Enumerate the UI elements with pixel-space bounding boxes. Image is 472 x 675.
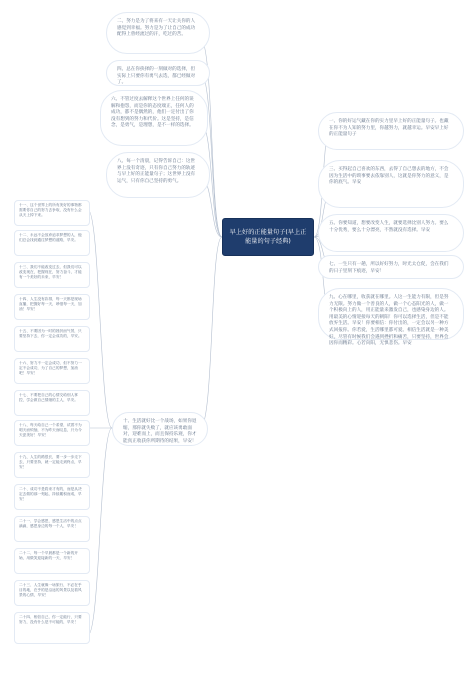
list-item-20[interactable]: 二十、成功不是将来才有的，而是从决定去做的那一刻起，持续累积而成，早安！	[14, 484, 90, 510]
right-node-9[interactable]: 九、心在哪里，收获就在哪里。人这一生能力有限，但是努力无限。努力做一个善良的人，做一个心态阳光的人，做一个积极向上的人，用正能量来激发自己，也感染身边的人。用最美的心情迎接每天的朝阳！你可以选择生活，但是不能放弃生活。早安！你要相信：你付出的，一定会以另一种方式回报你。你若爱，生活哪里都可爱。相信生活就是一种美好。尽管有时候我们会遇到挫折和痛苦，只要坚持，世界会因你而精彩。心若向阳，无惧悲伤。早安	[318, 288, 464, 340]
left-node-10[interactable]: 十、生活就好比一个战场，如果你退缩，那你就失败了，就应该勇敢面对，迎难而上，而且保持乐观，你才能真正收获你所期待的结果，早安！	[112, 412, 208, 446]
connector-list-bottom	[88, 428, 112, 635]
left-node-4[interactable]: 四、总在你抉择的一刻做对的选择，但实际上只要你有勇气去选，都已经做对了。	[106, 60, 210, 86]
left-node-6[interactable]: 六、不管过度去解释这个世界上任何的误解和抱怨，而是你的态度端正，任何人的成功，都不是偶然的，他们一定付出了你没有想到的努力和代价。这是坚持，是信念，是勇气，是理想，是不一样的选择。	[100, 90, 208, 146]
right-node-5[interactable]: 五、你要知道，想要改变人生，就要选择比别人努力。要么十分优秀，要么十分漂亮，不然就没有选择。早安	[318, 214, 464, 252]
connector-list-top	[88, 210, 112, 428]
list-item-15[interactable]: 十五、不要因为一时的挫折而气馁，只要坚持下去，你一定会成功的，早安。	[14, 326, 90, 352]
list-item-17[interactable]: 十七、不要把自己的心情交给别人掌控，学会做自己情绪的主人，早安。	[14, 390, 90, 416]
list-item-21[interactable]: 二十一、学会感恩，感恩生活中的点点滴滴，感恩身边的每一个人，早安！	[14, 516, 90, 542]
left-node-8[interactable]: 八、每一个清晨，记得告诉自己：这世界上没有奇迹，只有你自己努力的轨迹与早上好的正能量句子；这世界上没有运气，只有你自己坚持的勇气。	[106, 152, 210, 198]
list-item-12[interactable]: 十二、永远不会放弃追求梦想的人，他们总会找到通往梦想的道路，早安。	[14, 230, 90, 256]
list-item-22[interactable]: 二十二、每一个早晨都是一个新的开始，用微笑迎接新的一天，早安！	[14, 548, 90, 574]
left-node-2[interactable]: 二、努力是为了将来有一天让关你的人感觉到幸福。努力是为了让自己的成功配得上曾经流过的汗，吃过的苦。	[106, 12, 210, 54]
list-item-19[interactable]: 十九、人生的路很长，要一步一步走下去，只要坚持，就一定能走到终点，早安！	[14, 452, 90, 478]
right-node-3[interactable]: 三、买得起自己喜欢的东西，去得了自己想去的地方，不会因为生活中的琐事要去依靠别人，这就是你努力的意义，是你的底气。早安	[318, 160, 464, 208]
right-node-1[interactable]: 一、你的好运气藏在你的实力里早上好的正能量句子。也藏在你不为人知的努力里，你越努力，就越幸运。早安早上好的正能量句子	[318, 112, 464, 150]
right-node-7[interactable]: 七、一生只有一趟，所以好好努力，时光太仓促，会在我们的日子里刻下痕迹，早安！	[318, 255, 464, 279]
connector-left-4	[200, 72, 222, 237]
center-topic[interactable]: 早上好的正能量句子(早上正能量的句子经典)	[222, 218, 314, 256]
list-item-16[interactable]: 十六、努力不一定会成功，但不努力一定不会成功，为了自己的梦想，加油吧！早安！	[14, 358, 90, 384]
list-item-11[interactable]: 十一、这个世界上的所有美好的事物都需要你自己的努力去争取，没有什么会从天上掉下来。	[14, 200, 90, 226]
list-item-24[interactable]: 二十四、相信自己，你一定能行，只要努力，没有什么是不可能的，早安！	[14, 612, 90, 644]
list-item-23[interactable]: 二十三、人生就像一场旅行，不必在乎目的地，在乎的是沿途的风景以及看风景的心情，早安！	[14, 580, 90, 606]
connector-left-10	[200, 237, 222, 428]
list-item-13[interactable]: 十三、我们不能改变过去，但我们可以改变现在，把握现在，努力奋斗，才能有一个美好的未来，早安！	[14, 262, 90, 288]
list-item-18[interactable]: 十八、每天给自己一个希望，试着不为明天而烦恼，不为昨天而叹息，只为今天更美好！早安！	[14, 420, 90, 446]
list-item-14[interactable]: 十四、人生没有彩排，每一天都是现场直播，把握好每一天，珍惜每一天，加油！早安！	[14, 294, 90, 320]
